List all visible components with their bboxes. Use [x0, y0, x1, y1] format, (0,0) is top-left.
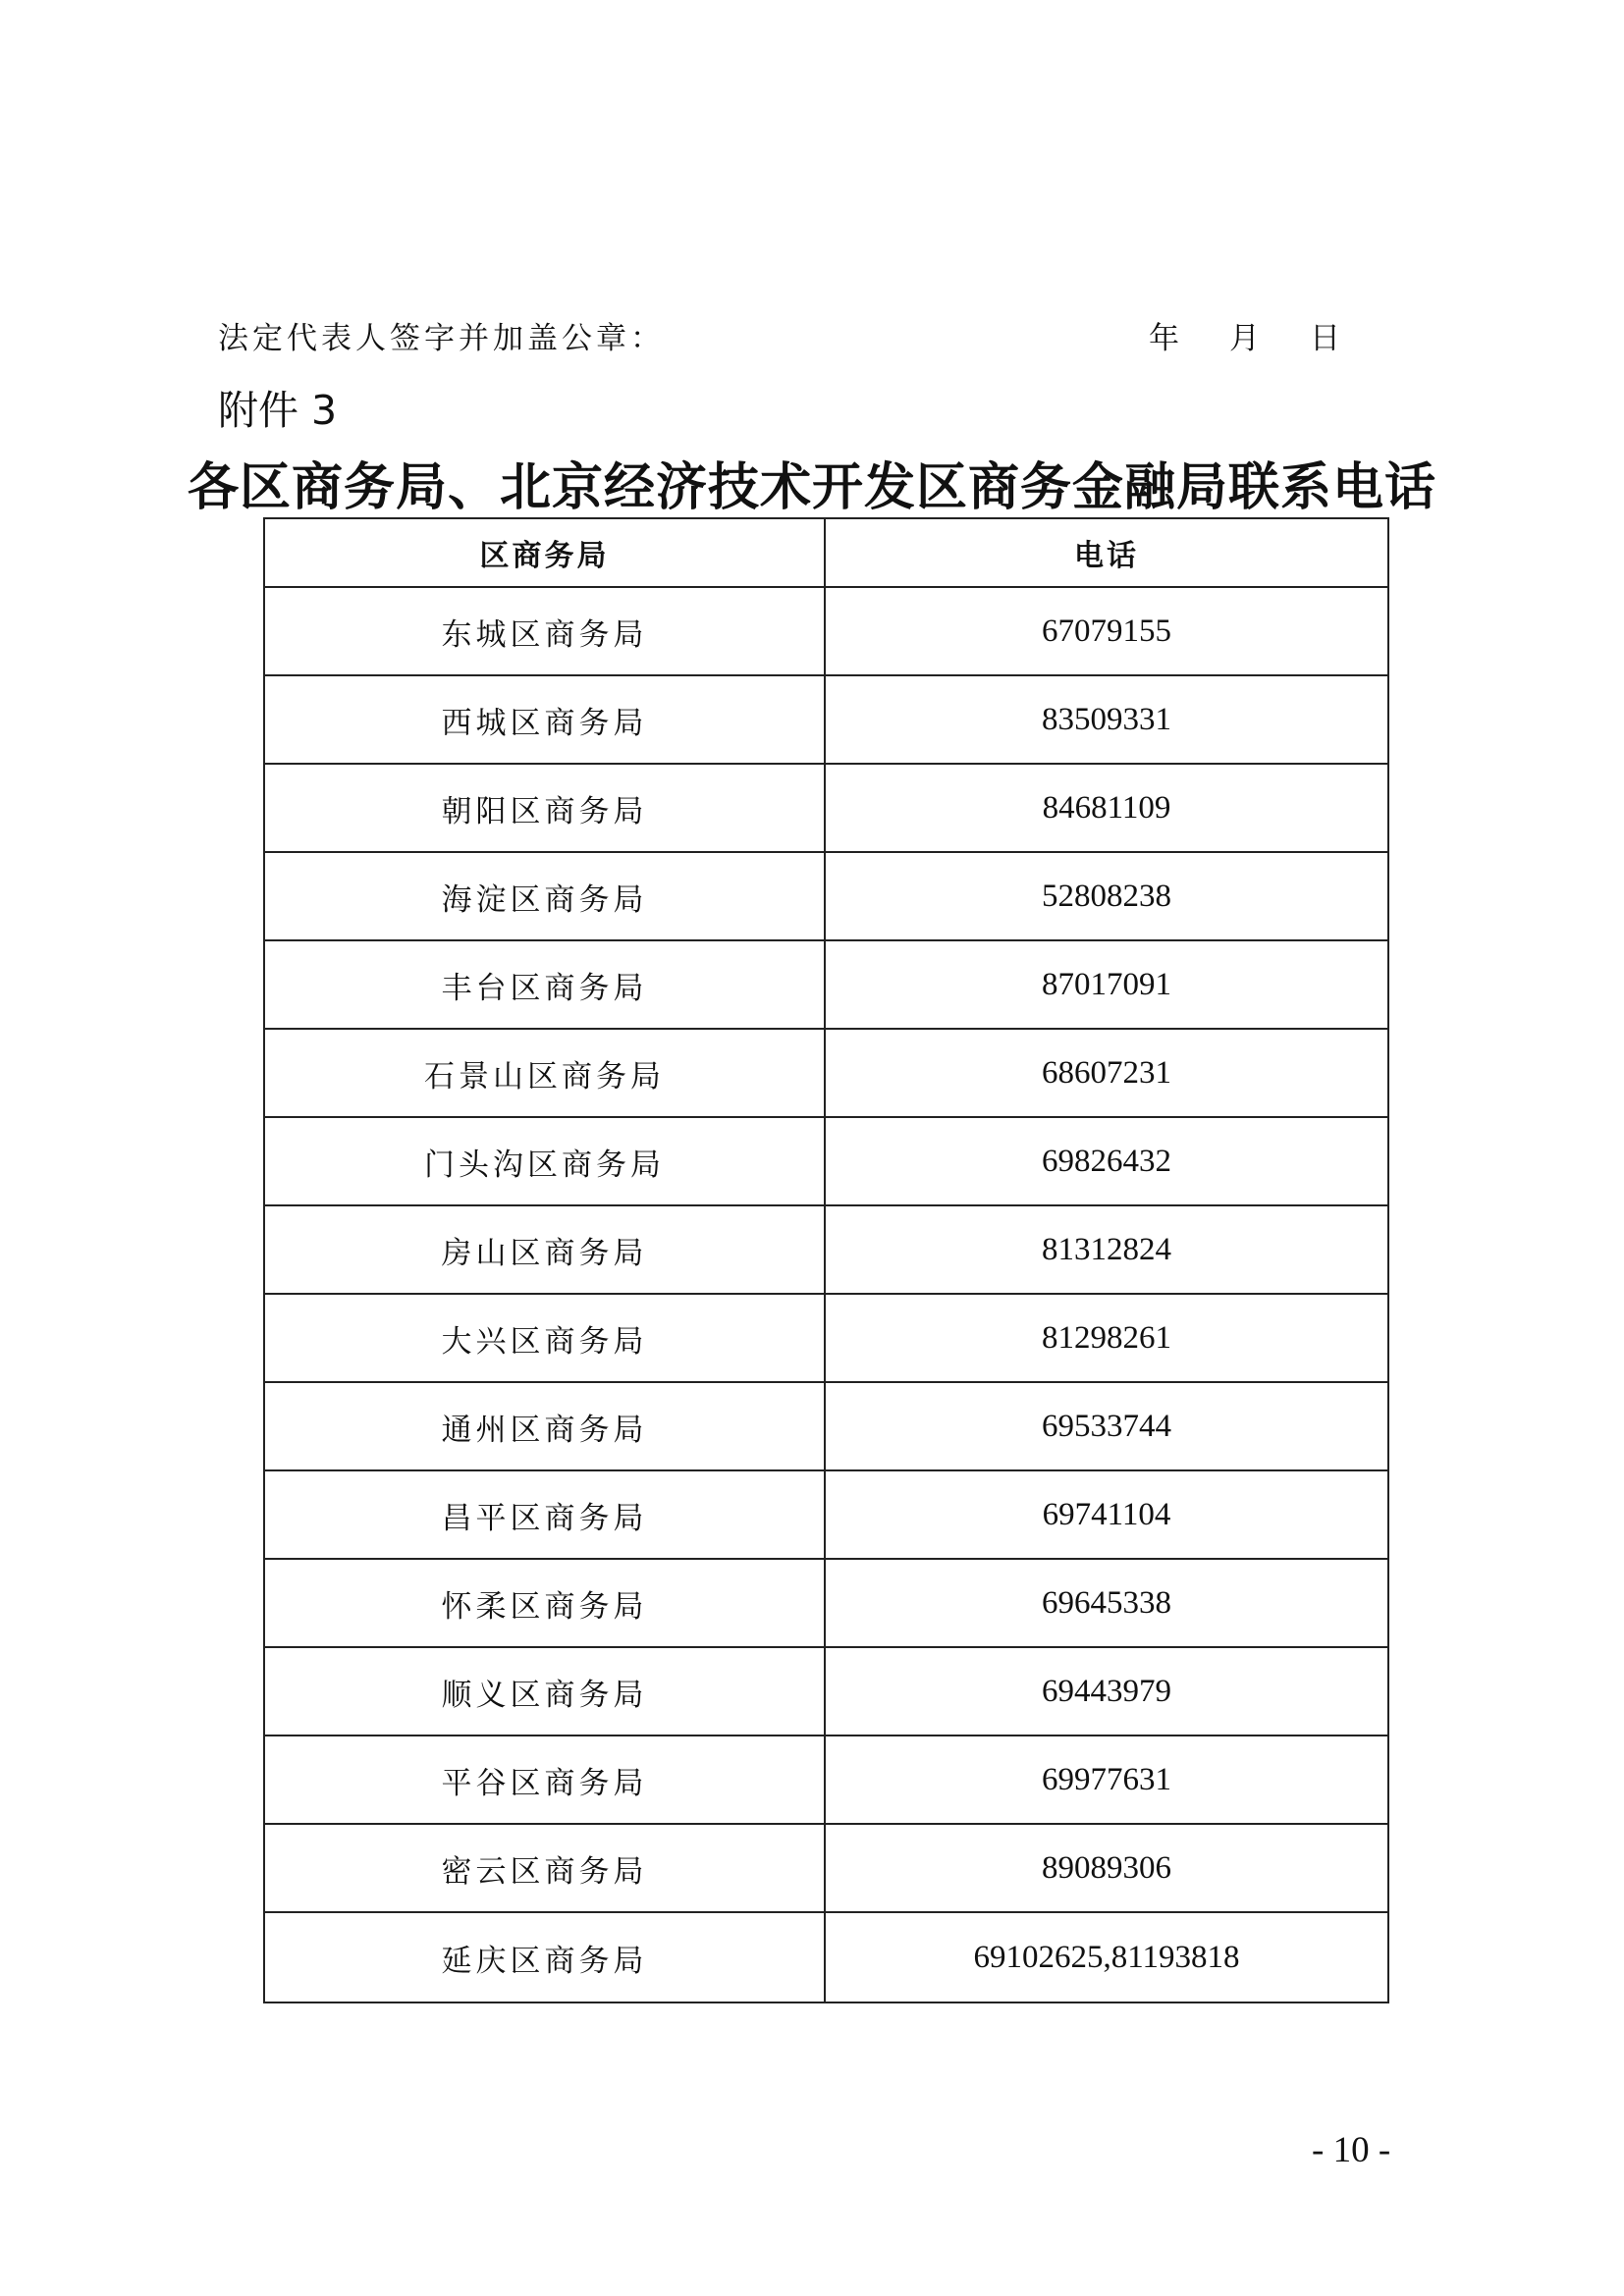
- bureau-name-cell: 大兴区商务局: [264, 1294, 825, 1382]
- table-row: [264, 1382, 1388, 1470]
- table-row: [264, 764, 1388, 852]
- phone-number-cell: 69102625,81193818: [825, 1912, 1388, 2002]
- header-phone: 电话: [825, 518, 1388, 587]
- table-row: [264, 852, 1388, 940]
- date-day-label: 日: [1310, 321, 1344, 356]
- bureau-name-cell: 房山区商务局: [264, 1205, 825, 1294]
- table-row: [264, 675, 1388, 764]
- table-row: [264, 587, 1388, 675]
- phone-number-cell: 69977631: [825, 1735, 1388, 1824]
- header-bureau: 区商务局: [264, 518, 825, 587]
- phone-number-cell: 67079155: [825, 587, 1388, 675]
- table-row: [264, 1029, 1388, 1117]
- phone-number-cell: 81298261: [825, 1294, 1388, 1382]
- bureau-name-cell: 石景山区商务局: [264, 1029, 825, 1117]
- signature-line: [218, 314, 1347, 363]
- table-row: [264, 1912, 1388, 2002]
- document-title: 各区商务局、北京经济技术开发区商务金融局联系电话: [187, 457, 1436, 517]
- phone-number-cell: 87017091: [825, 940, 1388, 1029]
- bureau-name-cell: 顺义区商务局: [264, 1647, 825, 1735]
- bureau-name-cell: 昌平区商务局: [264, 1470, 825, 1559]
- table-row: [264, 1470, 1388, 1559]
- date-year-label: 年: [1149, 321, 1183, 356]
- phone-number-cell: 52808238: [825, 852, 1388, 940]
- table-row: [264, 940, 1388, 1029]
- phone-number-cell: 69533744: [825, 1382, 1388, 1470]
- date-month-label: 月: [1229, 321, 1264, 356]
- bureau-name-cell: 密云区商务局: [264, 1824, 825, 1912]
- bureau-name-cell: 怀柔区商务局: [264, 1559, 825, 1647]
- bureau-name-cell: 东城区商务局: [264, 587, 825, 675]
- phone-number-cell: 81312824: [825, 1205, 1388, 1294]
- bureau-name-cell: 门头沟区商务局: [264, 1117, 825, 1205]
- bureau-name-cell: 延庆区商务局: [264, 1912, 825, 2002]
- bureau-name-cell: 朝阳区商务局: [264, 764, 825, 852]
- table-row: [264, 1117, 1388, 1205]
- bureau-name-cell: 通州区商务局: [264, 1382, 825, 1470]
- phone-number-cell: 69645338: [825, 1559, 1388, 1647]
- table-row: [264, 1559, 1388, 1647]
- attachment-label: 附件 3: [218, 387, 338, 434]
- phone-number-cell: 68607231: [825, 1029, 1388, 1117]
- phone-number-cell: 69741104: [825, 1470, 1388, 1559]
- table-row: [264, 1735, 1388, 1824]
- page-number: - 10 -: [1312, 2130, 1391, 2170]
- bureau-name-cell: 丰台区商务局: [264, 940, 825, 1029]
- table-row: [264, 1205, 1388, 1294]
- phone-number-cell: 83509331: [825, 675, 1388, 764]
- phone-number-cell: 69826432: [825, 1117, 1388, 1205]
- bureau-name-cell: 海淀区商务局: [264, 852, 825, 940]
- signature-label: 法定代表人签字并加盖公章：: [218, 321, 665, 356]
- phone-number-cell: 89089306: [825, 1824, 1388, 1912]
- bureau-name-cell: 西城区商务局: [264, 675, 825, 764]
- table-row: [264, 1824, 1388, 1912]
- table-header-row: [264, 518, 1388, 587]
- table-row: [264, 1294, 1388, 1382]
- contact-table: [263, 517, 1389, 2003]
- bureau-name-cell: 平谷区商务局: [264, 1735, 825, 1824]
- table-row: [264, 1647, 1388, 1735]
- phone-number-cell: 84681109: [825, 764, 1388, 852]
- phone-number-cell: 69443979: [825, 1647, 1388, 1735]
